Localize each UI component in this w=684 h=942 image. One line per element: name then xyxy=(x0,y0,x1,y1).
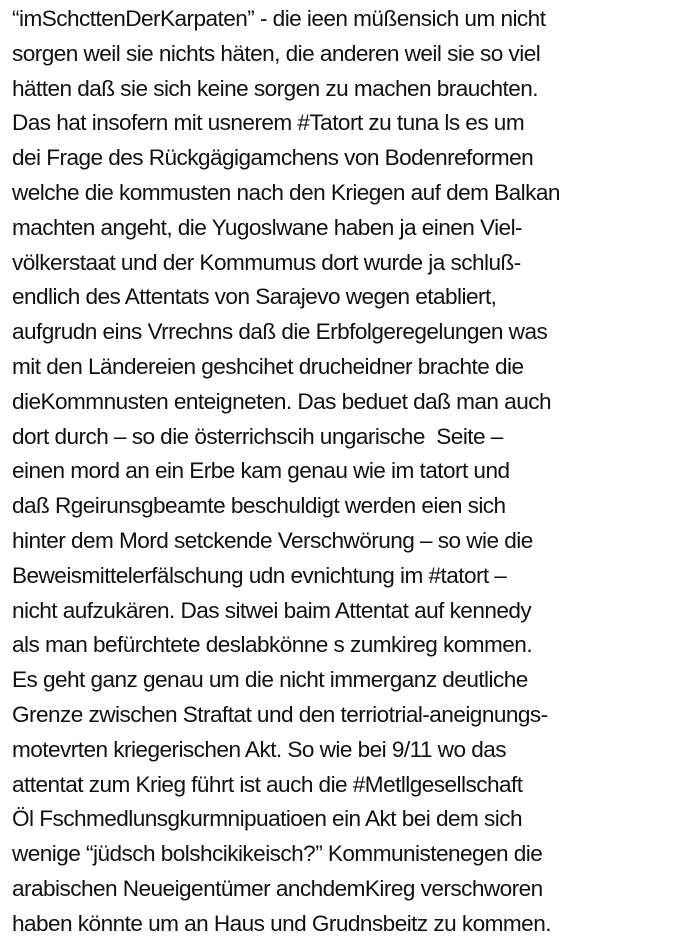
text-line: welche die kommusten nach den Kriegen auf dem Balkan xyxy=(12,179,560,205)
text-line: aufgrudn eins Vrrechns daß die Erbfolgeregelungen was xyxy=(12,319,548,345)
text-line: “imSchcttenDerKarpaten” - die ieen müßensich um nicht xyxy=(12,6,546,31)
text-line: dort durch – so die österrichscih ungarische Seite – xyxy=(12,423,503,449)
text-line: als man befürchtete deslabkönne s zumkireg kommen. xyxy=(12,632,533,658)
text-line: endlich des Attentats von Sarajevo wegen etabliert, xyxy=(12,284,497,310)
text-line: mit den Ländereien geshcihet drucheidner brachte die xyxy=(12,353,524,379)
text-line: nicht aufzukären. Das sitwei baim Attentat auf kennedy xyxy=(12,597,532,623)
text-line: daß Rgeirunsgbeamte beschuldigt werden eien sich xyxy=(12,493,506,519)
text-line: einen mord an ein Erbe kam genau wie im tatort und xyxy=(12,458,510,484)
text-line: wenige “jüdsch bolshcikikeisch?” Kommunistenegen die xyxy=(12,841,543,867)
text-line: arabischen Neueigentümer anchdemKireg verschworen xyxy=(12,875,543,901)
text-line: hinter dem Mord setckende Verschwörung – so wie die xyxy=(12,527,533,553)
text-line: Öl Fschmedlunsgkurmnipuatioen ein Akt bei dem sich xyxy=(12,806,522,832)
text-line: attentat zum Krieg führt ist auch die #Metllgesellschaft xyxy=(12,771,523,797)
text-line: haben könnte um an Haus und Grudnsbeitz zu kommen. xyxy=(12,910,551,936)
text-line: Das hat insofern mit usnerem #Tatort zu tuna ls es um xyxy=(12,110,525,136)
text-line: dieKommnusten enteigneten. Das beduet daß man auch xyxy=(12,388,551,414)
text-line: Beweismittelerfälschung udn evnichtung im #tatort – xyxy=(12,562,507,588)
text-line: machten angeht, die Yugoslwane haben ja einen Viel- xyxy=(12,214,523,240)
text-line: völkerstaat und der Kommumus dort wurde ja schluß- xyxy=(12,249,521,275)
text-line: dei Frage des Rückgägigamchens von Bodenreformen xyxy=(12,145,534,171)
text-line: sorgen weil sie nichts häten, die anderen weil sie so viel xyxy=(12,40,541,66)
text-line: Grenze zwischen Straftat und den terriotrial-aneignungs- xyxy=(12,701,548,727)
text-line: hätten daß sie sich keine sorgen zu machen brauchten. xyxy=(12,75,538,101)
text-line: motevrten kriegerischen Akt. So wie bei 9/11 wo das xyxy=(12,736,506,762)
document-body xyxy=(12,2,680,942)
text-line: Es geht ganz genau um die nicht immerganz deutliche xyxy=(12,667,528,693)
